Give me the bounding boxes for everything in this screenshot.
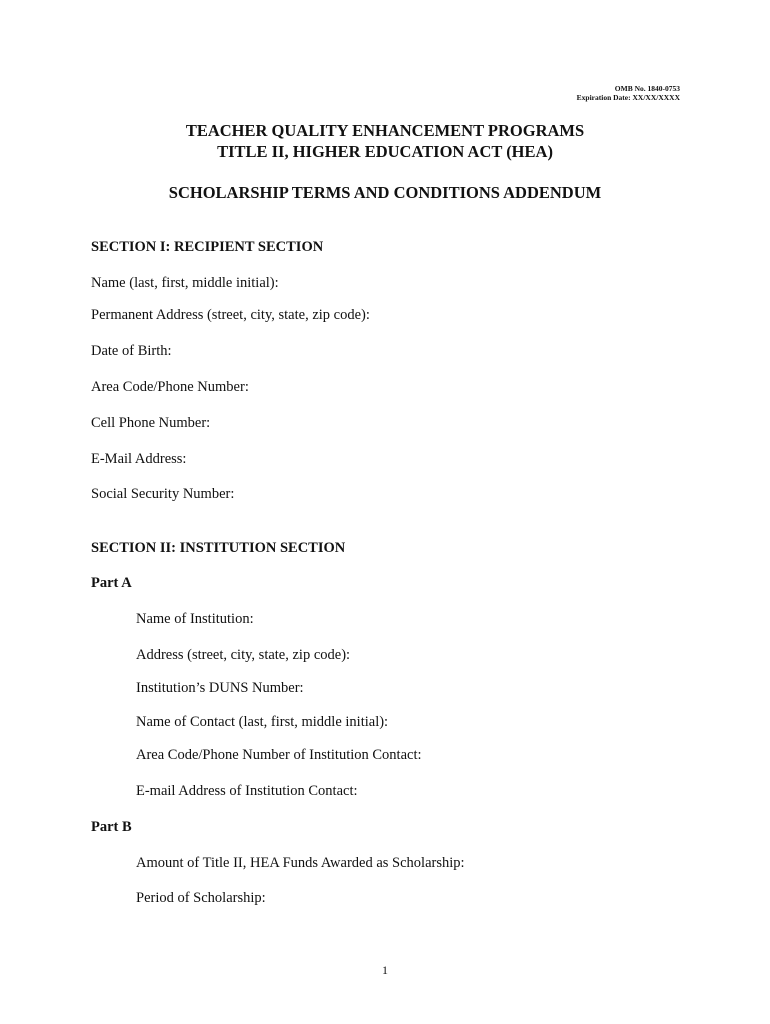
- field-scholarship-period: Period of Scholarship:: [136, 890, 266, 906]
- expiration-date: Expiration Date: XX/XX/XXXX: [576, 93, 680, 102]
- field-ssn: Social Security Number:: [91, 486, 235, 502]
- field-email: E-Mail Address:: [91, 451, 187, 467]
- omb-block: [577, 84, 680, 102]
- field-duns-number: Institution’s DUNS Number:: [136, 680, 304, 696]
- field-phone-number: Area Code/Phone Number:: [91, 379, 249, 395]
- act-title: TITLE II, HIGHER EDUCATION ACT (HEA): [217, 142, 553, 161]
- field-contact-email: E-mail Address of Institution Contact:: [136, 783, 358, 799]
- part-a-heading: Part A: [91, 575, 132, 591]
- field-contact-name: Name of Contact (last, first, middle initial):: [136, 714, 389, 730]
- field-contact-phone: Area Code/Phone Number of Institution Contact:: [136, 747, 422, 763]
- program-title: TEACHER QUALITY ENHANCEMENT PROGRAMS: [185, 121, 585, 140]
- field-scholarship-amount: Amount of Title II, HEA Funds Awarded as Scholarship:: [136, 855, 465, 871]
- addendum-title: SCHOLARSHIP TERMS AND CONDITIONS ADDENDUM: [168, 183, 602, 202]
- section-1-heading: SECTION I: RECIPIENT SECTION: [91, 239, 324, 255]
- field-institution-address: Address (street, city, state, zip code):: [136, 647, 351, 663]
- section-2-heading: SECTION II: INSTITUTION SECTION: [91, 540, 346, 556]
- field-institution-name: Name of Institution:: [136, 611, 254, 627]
- field-cell-phone: Cell Phone Number:: [91, 415, 211, 431]
- part-b-heading: Part B: [91, 819, 132, 835]
- omb-number: OMB No. 1840-0753: [614, 84, 680, 93]
- field-date-of-birth: Date of Birth:: [91, 343, 172, 359]
- page-number: 1: [382, 963, 388, 977]
- field-permanent-address: Permanent Address (street, city, state, zip code):: [91, 307, 370, 323]
- field-name: Name (last, first, middle initial):: [91, 275, 279, 291]
